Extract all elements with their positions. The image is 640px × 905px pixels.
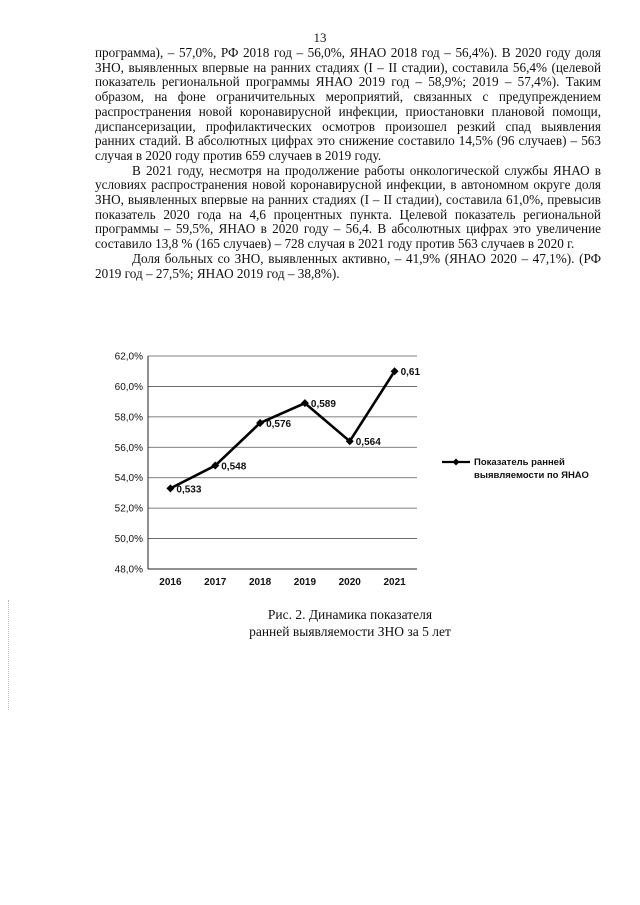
caption-line-1: Рис. 2. Динамика показателя bbox=[267, 607, 433, 622]
y-tick-label: 56,0% bbox=[114, 442, 143, 454]
data-label: 0,589 bbox=[310, 399, 336, 411]
y-tick-label: 50,0% bbox=[114, 534, 143, 546]
x-tick-label: 2020 bbox=[338, 577, 361, 588]
data-label: 0,564 bbox=[355, 437, 381, 449]
y-tick-label: 54,0% bbox=[114, 473, 143, 485]
figure-caption bbox=[200, 606, 500, 640]
body-text bbox=[95, 46, 601, 281]
y-tick-label: 62,0% bbox=[114, 351, 143, 363]
paragraph-1: программа), – 57,0%, РФ 2018 год – 56,0%, ЯНАО 2018 год – 56,4%). В 2020 году доля ЗНО, выявленных впервые на ранних стадиях (I – II стадии), составила 56,4% (целевой показатель региональной программы ЯНАО 2019 год – 58,9%; 2019 – 57,4%). Таким образом, на фоне ограничительных мероприятий, связанных с предупреждением распространения новой коронавирусной инфекции, приостановки плановой помощи, диспансеризации, профилактических осмотров произошел резкий спад выявления ранних стадий. В абсолютных цифрах это снижение составило 14,5% (96 случаев) – 563 случая в 2020 году против 659 случаев в 2019 году. bbox=[95, 45, 601, 163]
line-chart bbox=[90, 340, 610, 600]
legend-marker bbox=[453, 459, 460, 466]
legend-label: Показатель ранней bbox=[474, 457, 565, 468]
y-tick-label: 52,0% bbox=[114, 503, 143, 515]
data-label: 0,61 bbox=[400, 367, 421, 379]
data-label: 0,576 bbox=[266, 418, 292, 430]
chart-svg bbox=[90, 340, 610, 600]
y-tick-label: 58,0% bbox=[114, 412, 143, 424]
legend-label: выявляемости по ЯНАО bbox=[474, 470, 589, 481]
margin-artifact bbox=[8, 600, 13, 710]
x-tick-label: 2016 bbox=[159, 577, 182, 588]
y-tick-label: 48,0% bbox=[114, 564, 143, 576]
paragraph-3: Доля больных со ЗНО, выявленных активно, – 41,9% (ЯНАО 2020 – 47,1%). (РФ 2019 год – 27,5%; ЯНАО 2019 год – 38,8%). bbox=[95, 250, 601, 281]
data-label: 0,548 bbox=[221, 461, 247, 473]
paragraph-2: В 2021 году, несмотря на продолжение работы онкологической службы ЯНАО в условиях распространения новой коронавирусной инфекции, в автономном округе доля ЗНО, выявленных впервые на ранних стадиях (I – II стадии), составила 61,0%, превысив показатель 2020 года на 4,6 процентных пункта. Целевой показатель региональной программы – 59,5%, ЯНАО в 2020 году – 56,4. В абсолютных цифрах это увеличение составило 13,8 % (165 случаев) – 728 случая в 2021 году против 563 случаев в 2020 г. bbox=[95, 162, 601, 252]
x-tick-label: 2018 bbox=[248, 577, 272, 588]
caption-line-2: ранней выявляемости ЗНО за 5 лет bbox=[249, 624, 451, 639]
x-tick-label: 2021 bbox=[383, 577, 406, 588]
page-number: 13 bbox=[313, 30, 327, 45]
data-label: 0,533 bbox=[176, 484, 202, 496]
x-tick-label: 2017 bbox=[204, 577, 227, 588]
y-tick-label: 60,0% bbox=[114, 381, 143, 393]
x-tick-label: 2019 bbox=[293, 577, 317, 588]
